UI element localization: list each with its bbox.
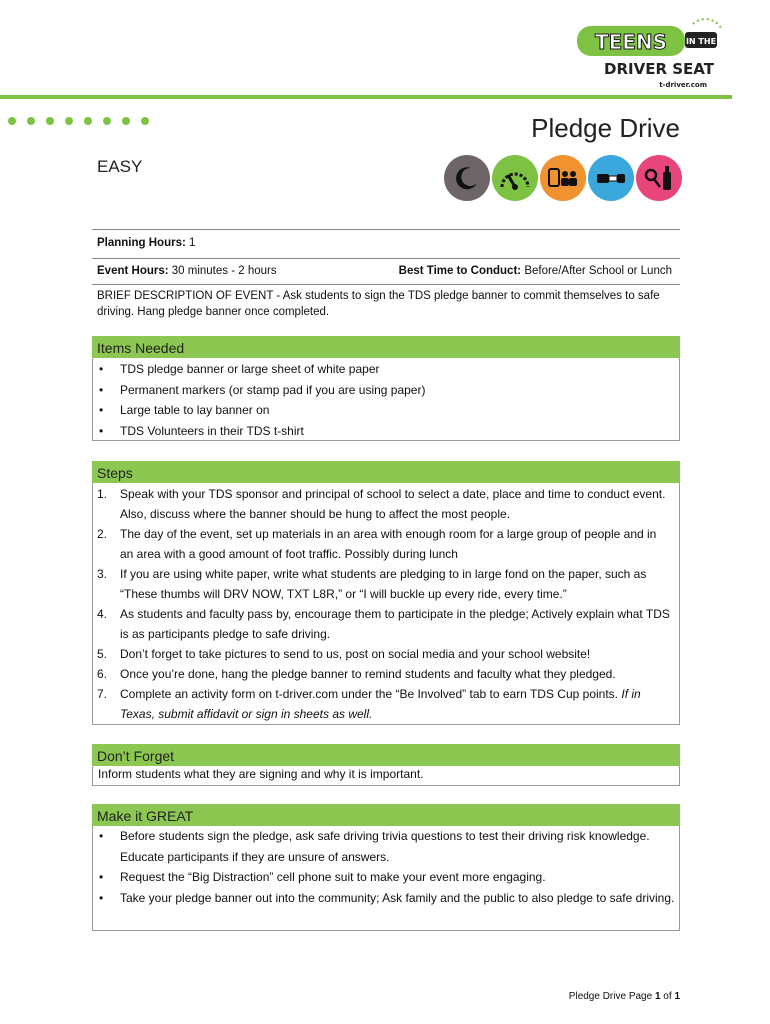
list-item: • TDS pledge banner or large sheet of white paper	[93, 359, 679, 380]
decorative-dots	[8, 117, 149, 125]
logo-in-the: IN THE	[685, 37, 717, 46]
steps-heading: Steps	[92, 461, 680, 483]
dont-forget-heading: Don’t Forget	[92, 744, 680, 766]
page-title: Pledge Drive	[531, 113, 680, 143]
best-time: Best Time to Conduct: Before/After School or Lunch	[398, 265, 672, 277]
logo-word: TEENS	[594, 30, 668, 54]
items-needed-heading: Items Needed	[92, 336, 680, 358]
difficulty-level: EASY	[97, 157, 143, 176]
step-item: 3. If you are using white paper, write what students are pledging to in large fond on the paper, such as “These thumbs will DRV NOW, TXT L8R,” or “I will buckle up every ride, every time.”	[97, 567, 647, 601]
step-item: 6. Once you’re done, hang the pledge banner to remind students and faculty what they pledged.	[97, 667, 616, 681]
list-item: • Before students sign the pledge, ask safe driving trivia questions to test their driving risk knowledge. Educate participants if they are unsure of answers.	[93, 826, 679, 867]
tds-logo	[575, 18, 725, 90]
event-description: BRIEF DESCRIPTION OF EVENT - Ask students to sign the TDS pledge banner to commit themselves to safe driving. Hang pledge banner once completed.	[97, 290, 660, 318]
moon-icon	[444, 155, 490, 201]
dont-forget-text: Inform students what they are signing and why it is important.	[92, 766, 680, 786]
list-item: • Take your pledge banner out into the community; Ask family and the public to also pledge to safe driving.	[93, 888, 679, 909]
step-item: 4. As students and faculty pass by, encourage them to participate in the pledge; Actively explain what TDS is as participants pledge to safe driving.	[97, 607, 670, 641]
divider	[92, 229, 680, 230]
step-item: 1. Speak with your TDS sponsor and principal of school to select a date, place and time to conduct event. Also, discuss where the banner should be hung to affect the most people.	[97, 487, 666, 521]
list-item: • Request the “Big Distraction” cell phone suit to make your event more engaging.	[93, 867, 679, 888]
items-needed-list	[92, 358, 680, 441]
tds-logo-graphic	[575, 18, 725, 90]
list-item: • Large table to lay banner on	[93, 400, 679, 421]
divider	[92, 258, 680, 259]
keys-bottle-icon	[636, 155, 682, 201]
event-hours: Event Hours: 30 minutes - 2 hours	[97, 265, 277, 277]
divider	[92, 284, 680, 285]
planning-hours: Planning Hours: 1	[97, 237, 196, 249]
list-item: • Permanent markers (or stamp pad if you are using paper)	[93, 380, 679, 401]
page-footer: Pledge Drive Page 1 of 1	[568, 991, 680, 1002]
step-item: 2. The day of the event, set up materials in an area with enough room for a large group of people and in an area with a good amount of foot traffic. Possibly during lunch	[97, 527, 657, 561]
step-item: 5. Don’t forget to take pictures to send to us, post on social media and your school website!	[97, 647, 591, 661]
logo-url: t-driver.com	[659, 81, 707, 89]
speedometer-icon	[492, 155, 538, 201]
logo-main: DRIVER SEAT	[604, 60, 714, 78]
seatbelt-icon	[588, 155, 634, 201]
list-item: • TDS Volunteers in their TDS t-shirt	[93, 421, 679, 442]
step-item: 7. Complete an activity form on t-driver.com under the “Be Involved” tab to earn TDS Cup points. If in Texas, submit affidavit or sign in sheets as well.	[97, 687, 641, 721]
topic-icons	[444, 155, 682, 201]
make-great-list	[92, 826, 680, 931]
header-rule	[0, 95, 732, 99]
steps-list	[92, 483, 680, 725]
make-great-heading: Make it GREAT	[92, 804, 680, 826]
phone-passengers-icon	[540, 155, 586, 201]
